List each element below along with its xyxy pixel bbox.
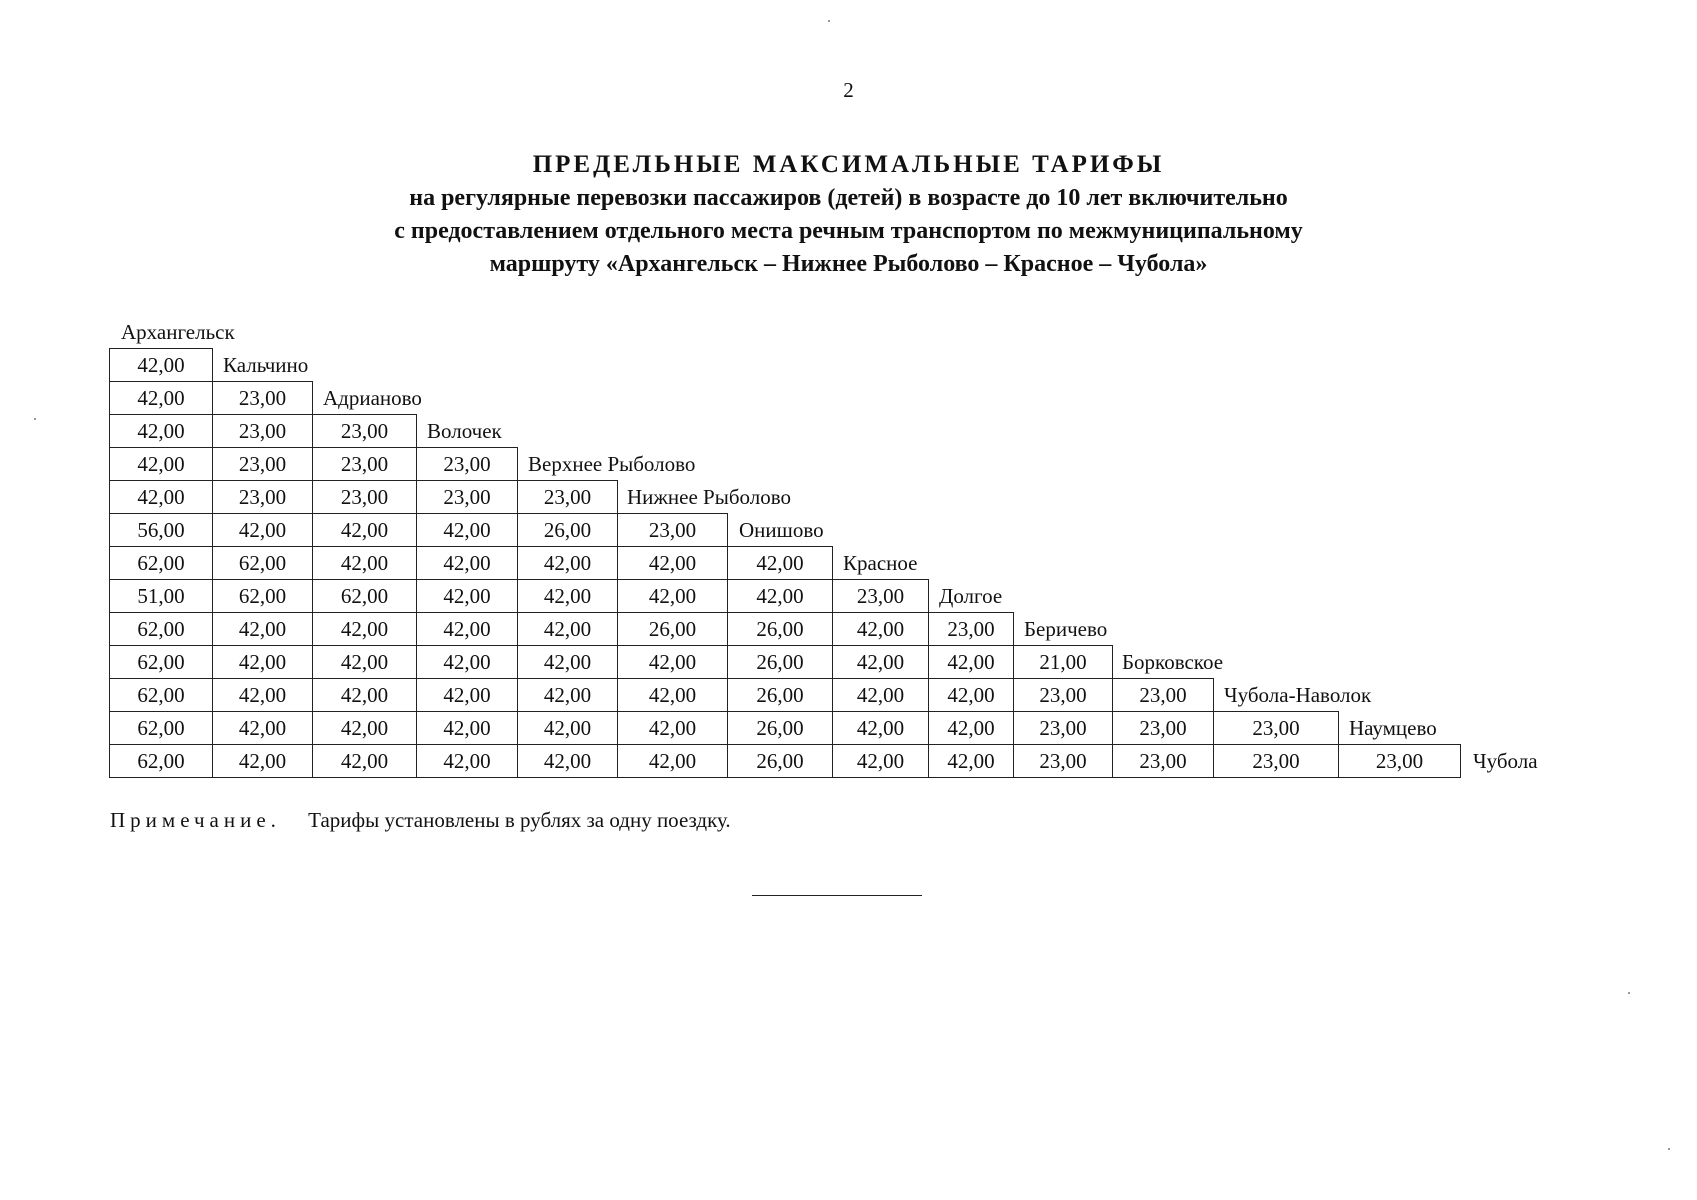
title-line: маршруту «Архангельск – Нижнее Рыболово – Красное – Чубола»: [489, 251, 1208, 277]
fare-cell: 42,00: [212, 513, 313, 547]
station-label: Борковское: [1122, 650, 1224, 674]
fare-cell: 42,00: [517, 645, 618, 679]
fare-cell: 23,00: [212, 447, 313, 481]
fare-cell: 42,00: [416, 612, 518, 646]
fare-cell: 23,00: [617, 513, 728, 547]
fare-cell: 62,00: [109, 546, 213, 580]
fare-cell: 23,00: [1013, 711, 1113, 745]
fare-cell: 23,00: [517, 480, 618, 514]
fare-cell: 23,00: [1112, 711, 1214, 745]
scan-speck: [1628, 992, 1630, 994]
fare-cell: 42,00: [109, 414, 213, 448]
fare-cell: 23,00: [1112, 744, 1214, 778]
scan-speck: [828, 20, 830, 22]
fare-cell: 42,00: [416, 711, 518, 745]
fare-cell: 42,00: [312, 612, 417, 646]
fare-cell: 42,00: [832, 744, 929, 778]
fare-cell: 26,00: [617, 612, 728, 646]
fare-cell: 42,00: [212, 612, 313, 646]
title-main: ПРЕДЕЛЬНЫЕ МАКСИМАЛЬНЫЕ ТАРИФЫ: [532, 151, 1165, 178]
fare-cell: 42,00: [109, 480, 213, 514]
fare-cell: 42,00: [312, 645, 417, 679]
station-label: Кальчино: [223, 353, 309, 377]
fare-cell: 26,00: [517, 513, 618, 547]
station-label: Долгое: [939, 584, 1003, 608]
fare-cell: 23,00: [1013, 678, 1113, 712]
fare-cell: 56,00: [109, 513, 213, 547]
fare-cell: 42,00: [416, 744, 518, 778]
fare-cell: 42,00: [416, 579, 518, 613]
scan-speck: [34, 418, 36, 420]
fare-cell: 42,00: [109, 381, 213, 415]
fare-cell: 23,00: [212, 480, 313, 514]
fare-cell: 42,00: [212, 678, 313, 712]
fare-cell: 42,00: [517, 546, 618, 580]
fare-cell: 42,00: [517, 711, 618, 745]
fare-cell: 23,00: [312, 414, 417, 448]
fare-cell: 23,00: [1213, 711, 1339, 745]
page-number: 2: [843, 78, 854, 102]
fare-cell: 42,00: [312, 546, 417, 580]
fare-cell: 23,00: [928, 612, 1014, 646]
fare-cell: 42,00: [832, 612, 929, 646]
fare-cell: 42,00: [517, 678, 618, 712]
fare-cell: 23,00: [416, 480, 518, 514]
note: [110, 808, 731, 833]
fare-cell: 42,00: [617, 645, 728, 679]
fare-cell: 23,00: [832, 579, 929, 613]
fare-cell: 42,00: [617, 579, 728, 613]
fare-cell: 23,00: [212, 381, 313, 415]
station-label: Волочек: [427, 419, 502, 443]
end-divider: [752, 895, 922, 896]
fare-cell: 42,00: [832, 711, 929, 745]
fare-cell: 23,00: [416, 447, 518, 481]
fare-cell: 23,00: [312, 447, 417, 481]
fare-cell: 42,00: [109, 348, 213, 382]
fare-cell: 26,00: [727, 744, 833, 778]
fare-cell: 42,00: [832, 645, 929, 679]
title-line: с предоставлением отдельного места речным транспортом по межмуниципальному: [394, 218, 1303, 244]
fare-cell: 23,00: [1213, 744, 1339, 778]
fare-cell: 42,00: [928, 744, 1014, 778]
fare-cell: 42,00: [617, 711, 728, 745]
note-label: Примечание.: [110, 808, 281, 832]
fare-cell: 42,00: [416, 678, 518, 712]
fare-cell: 42,00: [617, 744, 728, 778]
fare-cell: 42,00: [312, 513, 417, 547]
fare-cell: 42,00: [212, 645, 313, 679]
station-label: Чубола: [1473, 749, 1538, 773]
fare-cell: 42,00: [212, 711, 313, 745]
fare-cell: 62,00: [312, 579, 417, 613]
station-label: Онишово: [739, 518, 824, 542]
fare-cell: 42,00: [517, 579, 618, 613]
fare-cell: 42,00: [928, 711, 1014, 745]
fare-cell: 62,00: [212, 579, 313, 613]
fare-cell: 62,00: [109, 645, 213, 679]
station-label: Красное: [843, 551, 918, 575]
scan-speck: [1668, 1148, 1670, 1150]
station-label: Беричево: [1024, 617, 1108, 641]
fare-cell: 23,00: [1338, 744, 1461, 778]
fare-cell: 62,00: [109, 711, 213, 745]
fare-cell: 42,00: [928, 678, 1014, 712]
station-label: Чубола-Наволок: [1224, 683, 1372, 707]
fare-cell: 42,00: [312, 744, 417, 778]
fare-cell: 26,00: [727, 612, 833, 646]
fare-cell: 21,00: [1013, 645, 1113, 679]
fare-cell: 26,00: [727, 711, 833, 745]
fare-cell: 42,00: [212, 744, 313, 778]
station-label: Нижнее Рыболово: [627, 485, 791, 509]
fare-cell: 42,00: [312, 678, 417, 712]
fare-cell: 26,00: [727, 645, 833, 679]
fare-cell: 42,00: [416, 645, 518, 679]
fare-cell: 42,00: [312, 711, 417, 745]
fare-cell: 42,00: [517, 744, 618, 778]
fare-cell: 23,00: [212, 414, 313, 448]
fare-cell: 42,00: [617, 678, 728, 712]
fare-cell: 62,00: [109, 744, 213, 778]
fare-cell: 23,00: [312, 480, 417, 514]
fare-cell: 42,00: [832, 678, 929, 712]
fare-cell: 62,00: [109, 678, 213, 712]
fare-cell: 42,00: [416, 546, 518, 580]
fare-cell: 42,00: [727, 579, 833, 613]
fare-cell: 42,00: [727, 546, 833, 580]
note-text: Тарифы установлены в рублях за одну поездку.: [308, 808, 731, 832]
station-label: Наумцево: [1349, 716, 1437, 740]
fare-cell: 42,00: [517, 612, 618, 646]
fare-cell: 62,00: [212, 546, 313, 580]
station-label: Верхнее Рыболово: [528, 452, 696, 476]
fare-cell: 42,00: [109, 447, 213, 481]
fare-cell: 23,00: [1112, 678, 1214, 712]
fare-cell: 51,00: [109, 579, 213, 613]
fare-cell: 42,00: [928, 645, 1014, 679]
fare-cell: 23,00: [1013, 744, 1113, 778]
fare-cell: 42,00: [617, 546, 728, 580]
fare-cell: 62,00: [109, 612, 213, 646]
station-label: Архангельск: [121, 320, 235, 344]
station-label: Адрианово: [323, 386, 422, 410]
fare-cell: 26,00: [727, 678, 833, 712]
title-line: на регулярные перевозки пассажиров (детей) в возрасте до 10 лет включительно: [409, 185, 1288, 211]
fare-cell: 42,00: [416, 513, 518, 547]
